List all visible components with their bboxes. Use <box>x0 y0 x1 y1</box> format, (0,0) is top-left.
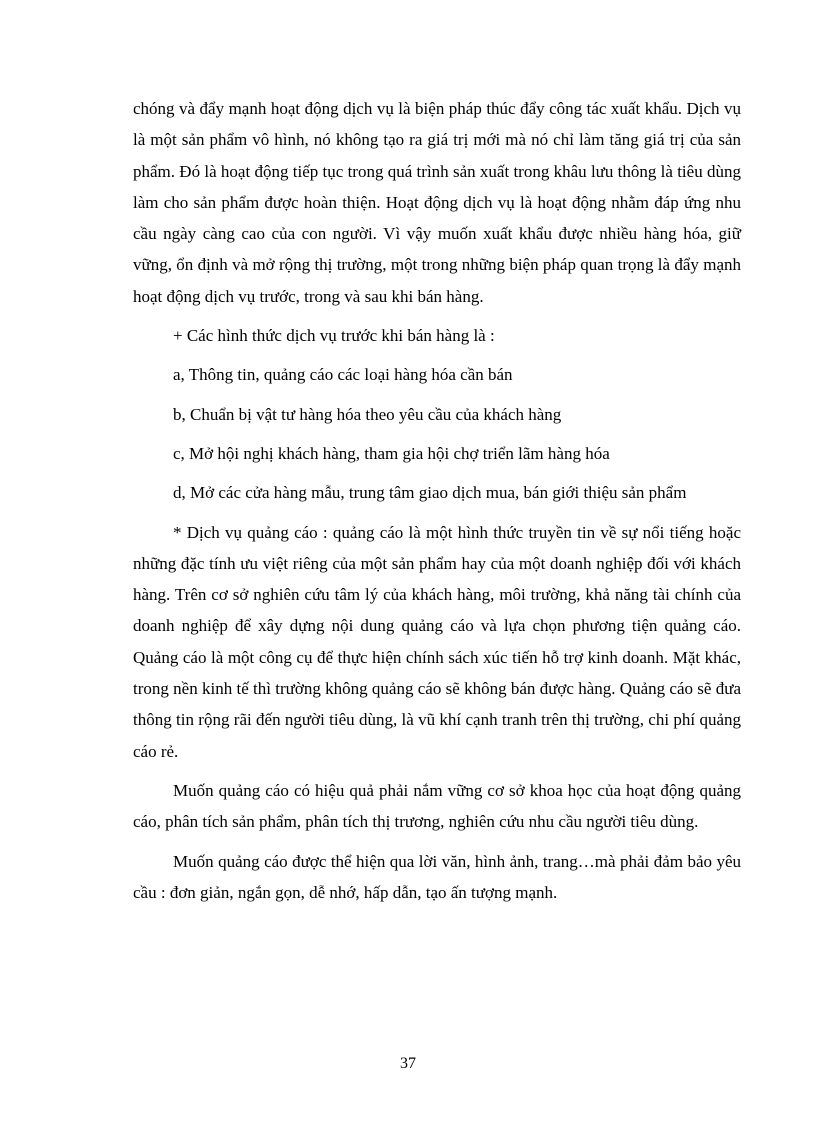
page-number: 37 <box>400 1055 416 1072</box>
list-item-b: b, Chuẩn bị vật tư hàng hóa theo yêu cầu của khách hàng <box>173 404 562 424</box>
paragraph-advertising-service: * Dịch vụ quảng cáo : quảng cáo là một hình thức truyền tin về sự nổi tiếng hoặc những đặc tính ưu việt riêng của một sản phẩm hay của một doanh nghiệp đối với khách hàng. Trên cơ sở nghiên cứu tâm lý của khách hàng, môi trường, khả năng tài chính của doanh nghiệp để xây dựng nội dung quảng cáo và lựa chọn phương tiện quảng cáo. Quảng cáo là một công cụ để thực hiện chính sách xúc tiến hỗ trợ kinh doanh. Mặt khác, trong nền kinh tế thì trường không quảng cáo sẽ không bán được hàng. Quảng cáo sẽ đưa thông tin rộng rãi đến người tiêu dùng, là vũ khí cạnh tranh trên thị trường, chi phí quảng cáo rẻ. <box>133 522 741 761</box>
list-item-c: c, Mở hội nghị khách hàng, tham gia hội chợ triển lãm hàng hóa <box>173 443 610 463</box>
list-item-a: a, Thông tin, quảng cáo các loại hàng hóa cần bán <box>173 365 513 385</box>
paragraph-advertising-requirements: Muốn quảng cáo được thể hiện qua lời văn, hình ảnh, trang…mà phải đảm bảo yêu cầu : đơn giản, ngắn gọn, dễ nhớ, hấp dẫn, tạo ấn tượng mạnh. <box>133 851 741 902</box>
paragraph-advertising-effectiveness: Muốn quảng cáo có hiệu quả phải nắm vững cơ sở khoa học của hoạt động quảng cáo, phân tích sản phẩm, phân tích thị trương, nghiên cứu nhu cầu người tiêu dùng. <box>133 780 741 832</box>
paragraph-pre-sale-services-heading: + Các hình thức dịch vụ trước khi bán hàng là : <box>173 326 495 346</box>
document-body <box>133 93 741 916</box>
list-item-d: d, Mở các cửa hàng mẫu, trung tâm giao dịch mua, bán giới thiệu sản phẩm <box>173 483 687 503</box>
paragraph-services-intro: chóng và đẩy mạnh hoạt động dịch vụ là biện pháp thúc đẩy công tác xuất khẩu. Dịch vụ là một sản phẩm vô hình, nó không tạo ra giá trị mới mà nó chỉ làm tăng giá trị của sản phẩm. Đó là hoạt động tiếp tục trong quá trình sản xuất trong khâu lưu thông là tiêu dùng làm cho sản phẩm được hoàn thiện. Hoạt động dịch vụ là hoạt động nhằm đáp ứng nhu cầu ngày càng cao của con người. Vì vậy muốn xuất khẩu được nhiều hàng hóa, giữ vững, ổn định và mở rộng thị trường, một trong những biện pháp quan trọng là đẩy mạnh hoạt động dịch vụ trước, trong và sau khi bán hàng. <box>133 99 741 306</box>
